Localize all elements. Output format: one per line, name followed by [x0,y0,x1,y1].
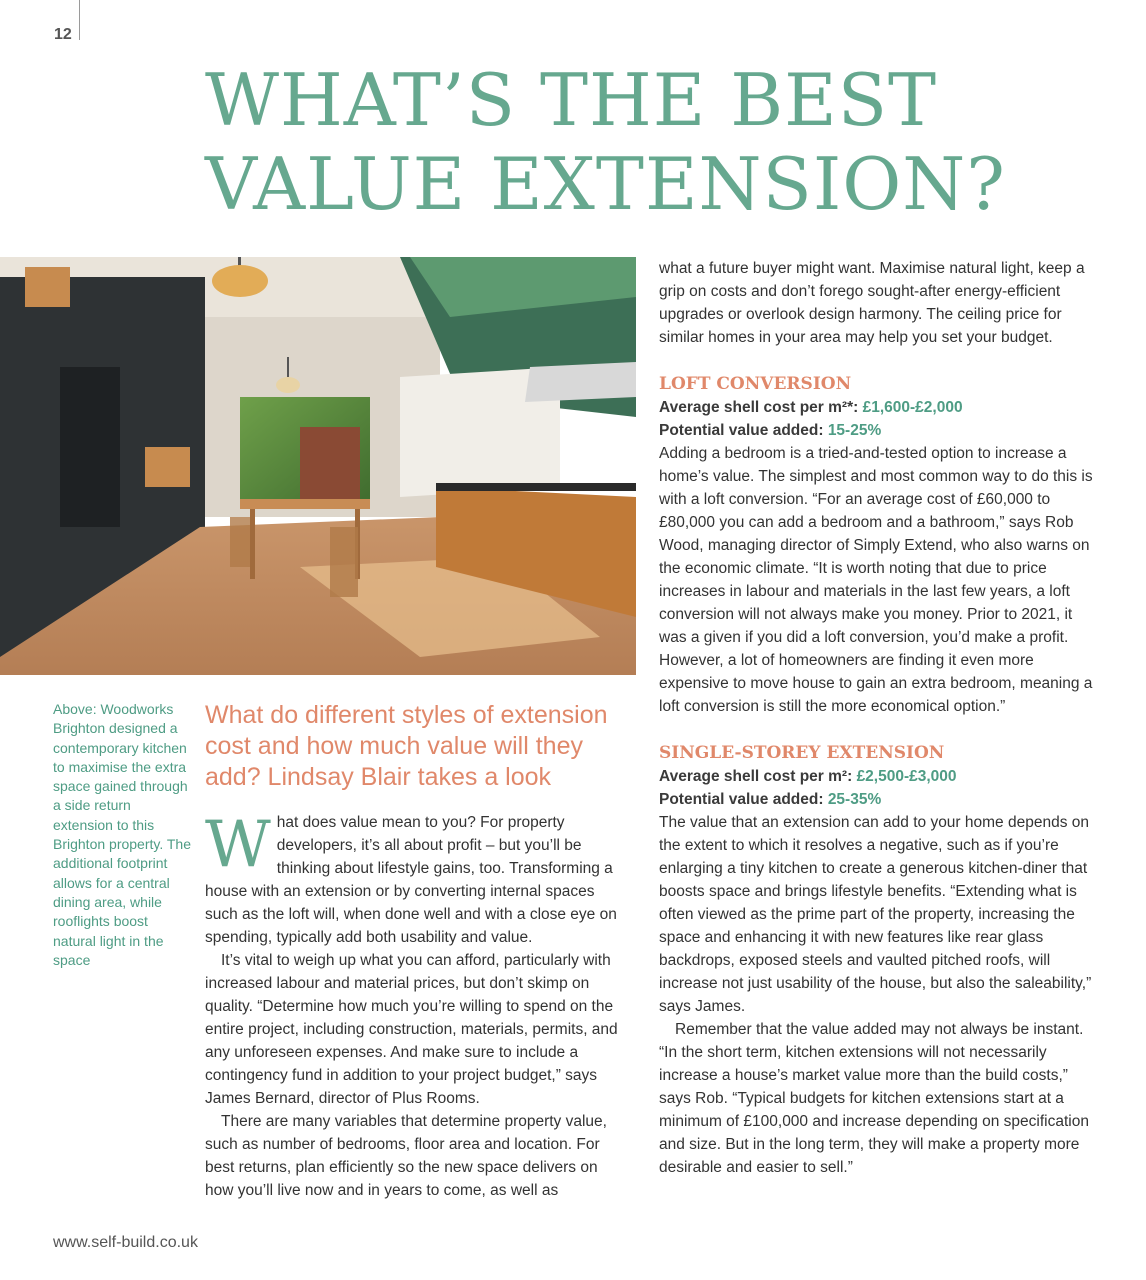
intro-paragraph-1-text: hat does value mean to you? For property developers, it’s all about profit – but you’ll be thinking about lifestyle gains, too. Transforming a house with an extension or by converting internal spaces such as the loft will, when done well and with a close eye on spending, typically add both usability and value. [205,814,617,946]
single-value-value: 25-35% [827,791,882,808]
dropcap: W [205,808,271,882]
single-cost-line [659,765,1099,788]
loft-conversion-heading: LOFT CONVERSION [659,374,852,394]
single-cost-label: Average shell cost per m²: [659,768,857,785]
single-body-1: The value that an extension can add to your home depends on the extent to which it resolves a negative, such as if you’re enlarging a tiny kitchen to create a generous kitchen-diner that boosts space and brings lifestyle benefits. “Extending what is often viewed as the prime part of the property, increasing the space and enhancing it with new features like rear glass backdrops, exposed steels and vaulted pitched roofs, will increase not just usability of the house, but also the saleability,” says James. [659,814,1092,1015]
headline [205,58,1125,226]
single-body-2: Remember that the value added may not always be instant. “In the short term, kitchen extensions will not necessarily increase a house’s market value more than the build costs,” says Rob. “Typical budgets for kitchen extensions start at a minimum of £100,000 and increase depending on specification and size. But in the long term, they will make a property more desirable and easier to sell.” [659,1021,1089,1176]
loft-value-value: 15-25% [827,422,882,439]
loft-cost-value: £1,600-£2,000 [862,399,963,416]
loft-value-label: Potential value added: [659,422,828,439]
kitchen-extension-photo [0,257,636,675]
intro-paragraph-4: what a future buyer might want. Maximise natural light, keep a grip on costs and don’t forego sought-after energy-efficient upgrades or overlook design harmony. The ceiling price for similar homes in your area may help you set your budget. [659,260,1085,346]
body-column-right [659,257,1099,1179]
single-cost-value: £2,500-£3,000 [856,768,957,785]
single-value-label: Potential value added: [659,791,828,808]
single-storey-heading: SINGLE-STOREY EXTENSION [659,743,945,763]
loft-body: Adding a bedroom is a tried-and-tested option to increase a home’s value. The simplest and most common way to do this is with a loft conversion. “For an average cost of £60,000 to £80,000 you can add a bedroom and a bathroom,” says Rob Wood, managing director of Simply Extend, who also warns on the economic climate. “It is worth noting that due to price increases in labour and materials in the last few years, a loft conversion will not always make you money. Prior to 2021, it was a given if you did a loft conversion, you’d make a profit. However, a lot of homeowners are finding it even more expensive to move house to gain an extra bedroom, meaning a loft conversion is still the more economical option.” [659,445,1093,715]
body-column-left [205,808,623,1202]
loft-cost-line [659,396,1099,419]
intro-paragraph-3: There are many variables that determine property value, such as number of bedrooms, floor area and location. For best returns, plan efficiently so the new space delivers on how you’ll live now and in years to come, as well as [205,1113,607,1199]
intro-paragraph-2: It’s vital to weigh up what you can afford, particularly with increased labour and material prices, but don’t skimp on quality. “Determine how much you’re willing to spend on the entire project, including construction, materials, permits, and any unforeseen expenses. And make sure to include a contingency fund in addition to your project budget,” says James Bernard, director of Plus Rooms. [205,952,618,1107]
loft-cost-label: Average shell cost per m²*: [659,399,863,416]
photo-caption: Above: Woodworks Brighton designed a contemporary kitchen to maximise the extra space gained through a side return extension to this Brighton property. The additional footprint allows for a central dining area, while rooflights boost natural light in the space [53,701,192,968]
standfirst: What do different styles of extension cost and how much value will they add? Lindsay Blair takes a look [205,701,608,791]
page-number: 12 [54,26,72,43]
page-divider-rule [79,0,80,40]
headline-line-1: WHAT’S THE BEST [205,58,938,142]
single-value-line [659,788,1099,811]
intro-paragraph-1 [205,808,623,949]
footer-url[interactable]: www.self-build.co.uk [53,1234,198,1251]
loft-value-line [659,419,1099,442]
headline-line-2: VALUE EXTENSION? [205,142,1006,226]
